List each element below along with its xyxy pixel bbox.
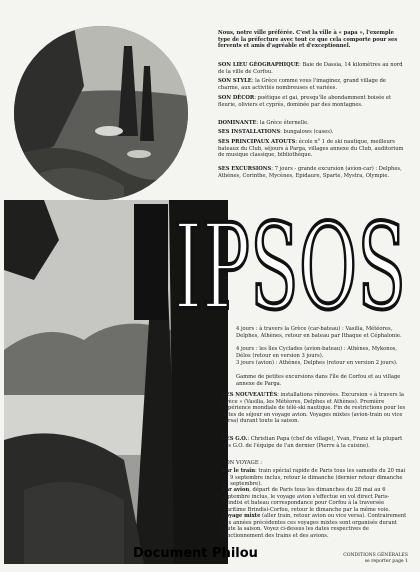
detail-3: [218, 95, 408, 108]
detail-label: SES EXCURSIONS: [218, 166, 272, 172]
nouveautes-label: SES NOUVEAUTÉS: [222, 392, 278, 398]
footnote: [343, 553, 408, 564]
document-caption: Document Philou: [133, 546, 258, 561]
detail-label: SON STYLE: [218, 78, 252, 84]
detail-text: : 7 jours - grande excursion (avion-car) : Delphes, Athènes, Corinthe, Mycènes, Epidaure, Sparte, Mystra, Olympie.: [218, 166, 402, 179]
detail-text: : poétique et gai, presqu'île abondamment boisée et fleurie, oliviers et cyprès, dominée par des montagnes.: [218, 95, 392, 108]
intro-paragraph: Nous, notre ville préférée. C'est la ville à « papa », l'exemple type de la préfecture avec tout ce que cela comporte pour ses fervents et amis d'agréable et d'exceptionnel.: [218, 30, 398, 50]
voyage-label: Par avion: [222, 487, 250, 493]
detail-1: [218, 62, 408, 75]
detail-text: : la Grèce éternelle.: [256, 120, 309, 126]
detail-text: : bungalows (cases).: [280, 129, 334, 135]
excursion-2: 4 jours : les îles Cyclades (avion-bateau) : Athènes, Mykonos, Délos (retour en version 3 jours).: [236, 346, 398, 359]
voyage-label: Par le train: [222, 468, 255, 474]
voyage-text: (aller train, retour avion ou vice versa). Contrairement aux années précédentes ces voyages mixtes sont organisés durant toute la saison. Voyez ci-dessus les dates respectives de fonctionnement des trains et des avions.: [222, 513, 407, 539]
voyage-label: Voyage mixte: [222, 513, 261, 519]
footnote-line-2: se reporter page 1: [364, 558, 408, 564]
go-text: : Christian Papa (chef de village), Yvan, Franz et la plupart des G.O. de l'équipe de l'an dernier (Pierre à la cuisine).: [222, 436, 403, 449]
detail-text: : Baie de Dassia, 14 kilomètres au nord de la ville de Corfou.: [218, 62, 403, 75]
voyage-3: [222, 513, 408, 539]
footnote-line-1: CONDITIONS GÉNÉRALES: [343, 553, 408, 558]
detail-7: [218, 166, 408, 179]
go-label: SES G.O.: [222, 436, 248, 442]
circular-photo: [14, 26, 188, 200]
detail-2: [218, 78, 408, 91]
detail-label: SES PRINCIPAUX ATOUTS: [218, 139, 296, 145]
excursion-1: 4 jours : à travers la Grèce (car-bateau) : Vasilia, Météores, Delphes, Athènes, retour en bateau par Ithaque et Céphalonie.: [236, 326, 402, 339]
voyage-2: [222, 487, 408, 513]
detail-text: : la Grèce comme vous l'imaginez, grand village de charme, aux activités nombreuses et variées.: [218, 78, 386, 91]
detail-label: SON LIEU GÉOGRAPHIQUE: [218, 62, 300, 68]
garden-photo-icon: [14, 26, 188, 200]
detail-4: [218, 120, 408, 127]
go-block: [222, 436, 408, 449]
ipsos-title-text: IPSOS: [174, 204, 406, 320]
detail-label: DOMINANTE: [218, 120, 257, 126]
nouveautes-text: : installations rénovées. Excursion « à travers la Grèce » (Vasilia, les Météores, Delphes et Athènes). Première expérience mondiale de télé-ski nautique. Fin de restrictions pour les dates de séjour en voyage avion. Voyages mixtes (avion-train ou vice versa) durant toute la saison.: [222, 392, 406, 425]
detail-text: : école n° 1 de ski nautique, meilleurs bateaux du Club, séjours à Parga, villages annexe du Club, auditorium de musique classique, bibliothèque.: [218, 139, 404, 159]
excursion-4: Gamme de petites excursions dans l'île de Corfou et au village annexe de Parga.: [236, 374, 401, 387]
detail-6: [218, 139, 408, 159]
voyage-1: [222, 468, 408, 488]
ipsos-title: [134, 204, 410, 320]
voyage-text: : train spécial rapide de Paris tous les samedis du 20 mai au 9 septembre inclus, retour le dimanche (dernier retour dimanche 27 septembre).: [222, 468, 406, 488]
detail-5: [218, 129, 408, 136]
excursion-3: 3 jours (avion) : Athènes, Delphes (retour en version 2 jours).: [236, 360, 398, 366]
voyage-title: SON VOYAGE :: [222, 460, 262, 466]
voyage-text: , départ de Paris tous les dimanches du 28 mai au 6 septembre inclus, le voyage avion s'effectue en vol direct Paris-Brindisi et bateau correspondance pour Corfou à la traversée maritime Brindisi-Corfou, retour le dimanche par la même voie.: [222, 487, 391, 513]
detail-label: SON DÉCOR: [218, 95, 255, 101]
detail-label: SES INSTALLATIONS: [218, 129, 281, 135]
nouveautes-block: [222, 392, 408, 425]
